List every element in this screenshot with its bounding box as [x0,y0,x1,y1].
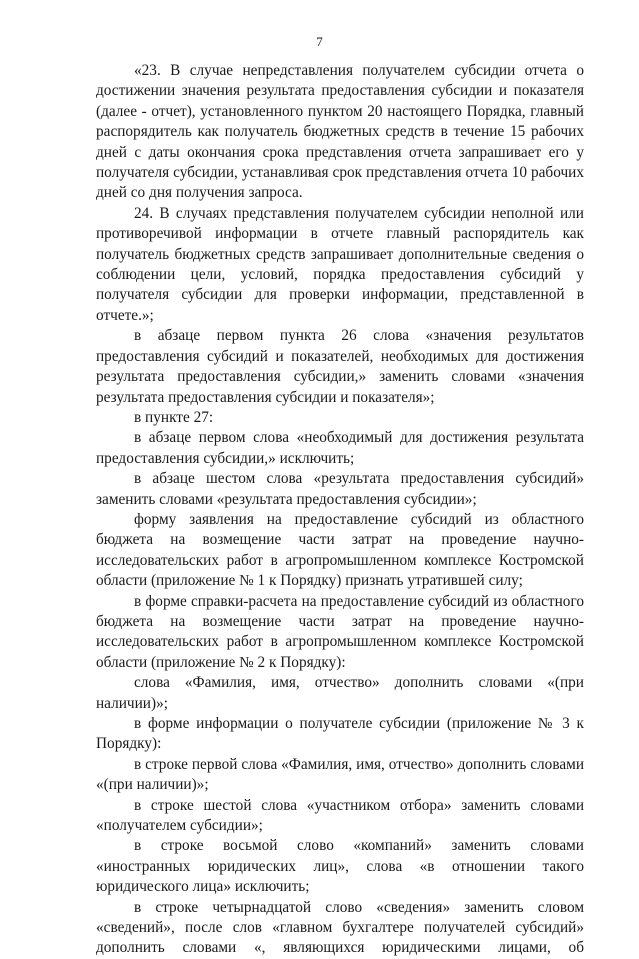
paragraph-clause-27-first: в абзаце первом слова «необходимый для достижения результата предоставления субсидии,» исключить; [96,429,584,467]
paragraph-clause-26: в абзаце первом пункта 26 слова «значения результатов предоставления субсидий и показателей, необходимых для достижения результата предоставления субсидии,» заменить словами «значения результата предоставления субсидии и показателя»; [96,327,584,406]
paragraph-row-first: в строке первой слова «Фамилия, имя, отчество» дополнить словами «(при наличии)»; [96,755,584,794]
paragraph-row-sixth: в строке шестой слова «участником отбора» заменить словами «получателем субсидии»; [96,796,584,835]
paragraph-form-recipient-info: в форме информации о получателе субсидии (приложение № 3 к Порядку): [96,715,584,753]
paragraph-form-calculation: в форме справки-расчета на предоставление субсидий из областного бюджета на возмещение части затрат на проведение научно-исследовательских работ в агропромышленном комплексе Костромской области (приложение № 2 к Порядку): [96,592,584,671]
paragraph-row-eighth: в строке восьмой слово «компаний» заменить словами «иностранных юридических лиц», слова «в отношении такого юридического лица» исключить; [96,837,584,896]
paragraph-item-24: 24. В случаях представления получателем субсидии неполной или противоречивой информации в отчете главный распорядитель как получатель бюджетных средств запрашивает дополнительные сведения о соблюдении цели, условий, порядка предоставления субсидий у получателя субсидии для проверки информации, представленной в отчете.»; [96,204,584,324]
paragraph-item-23: «23. В случае непредставления получателем субсидии отчета о достижении значения результата предоставления субсидии и показателя (далее - отчет), установленного пунктом 20 настоящего Порядка, главный распорядитель как получатель бюджетных средств в течение 15 рабочих дней с даты окончания срока представления отчета запрашивает его у получателя субсидии, устанавливая срок представления отчета 10 рабочих дней со дня получения запроса. [96,62,584,202]
document-body [96,61,584,959]
paragraph-form-calculation-words: слова «Фамилия, имя, отчество» дополнить словами «(при наличии)»; [96,674,584,712]
paragraph-clause-27-heading: в пункте 27: [134,408,214,426]
page-number: 7 [316,34,323,49]
paragraph-row-fourteenth: в строке четырнадцатой слово «сведения» заменить словом «сведений», после слов «главном бухгалтере получателей субсидий» дополнить словами «, являющихся юридическими лицами, об [96,898,584,957]
paragraph-clause-27-sixth: в абзаце шестом слова «результата предоставления субсидий» заменить словами «результата предоставления субсидии»; [96,470,584,508]
paragraph-form-application: форму заявления на предоставление субсидий из областного бюджета на возмещение части затрат на проведение научно-исследовательских работ в агропромышленном комплексе Костромской области (приложение № 1 к Порядку) признать утратившей силу; [96,510,584,590]
